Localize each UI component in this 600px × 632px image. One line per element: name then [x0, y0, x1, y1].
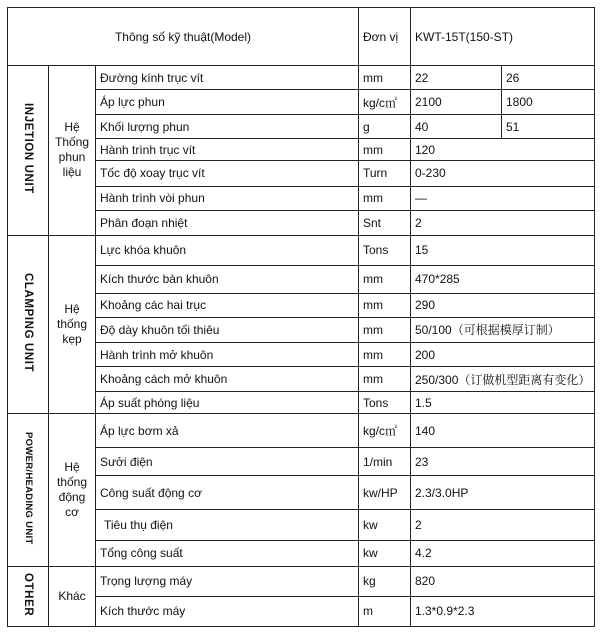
- unit-cell: mm: [359, 265, 411, 293]
- table-row: [8, 414, 595, 448]
- unit-cell: Turn: [359, 161, 411, 186]
- value-cell: 470*285: [411, 265, 595, 293]
- unit-cell: Tons: [359, 392, 411, 414]
- param-label: Khoảng các hai trục: [96, 293, 359, 317]
- param-label: Khoảng cách mở khuôn: [96, 367, 359, 392]
- category-other: OTHER: [8, 566, 49, 626]
- value-cell: 50/100（可根据模厚订制）: [411, 317, 595, 342]
- table-row: [8, 510, 595, 540]
- value-cell: 1.3*0.9*2.3: [411, 596, 595, 626]
- category-injection-unit: INJETION UNIT: [8, 66, 49, 235]
- header-row: [8, 8, 595, 66]
- system-clamping: Hệ thống kẹp: [49, 235, 96, 414]
- unit-cell: mm: [359, 66, 411, 90]
- value-cell: 2.3/3.0HP: [411, 476, 595, 510]
- value-cell: 15: [411, 235, 595, 265]
- table-row: [8, 317, 595, 342]
- unit-cell: kw: [359, 510, 411, 540]
- param-label: Lực khóa khuôn: [96, 235, 359, 265]
- unit-cell: kw/HP: [359, 476, 411, 510]
- param-label: Hành trình mở khuôn: [96, 342, 359, 366]
- table-row: [8, 265, 595, 293]
- category-clamping-unit: CLAMPING UNIT: [8, 235, 49, 414]
- table-row: [8, 139, 595, 161]
- param-label: Tốc độ xoay trục vít: [96, 161, 359, 186]
- unit-cell: kg/c㎡: [359, 90, 411, 115]
- system-other: Khác: [49, 566, 96, 626]
- header-model: KWT-15T(150-ST): [411, 8, 595, 66]
- unit-cell: mm: [359, 342, 411, 366]
- unit-cell: Tons: [359, 235, 411, 265]
- param-label: Tổng công suất: [96, 540, 359, 566]
- system-injection: Hệ Thống phun liệu: [49, 66, 96, 235]
- unit-cell: kw: [359, 540, 411, 566]
- unit-cell: Snt: [359, 210, 411, 235]
- param-label: Áp lực bơm xả: [96, 414, 359, 448]
- table-row: [8, 540, 595, 566]
- header-title: Thông số kỹ thuật(Model): [8, 8, 359, 66]
- table-row: [8, 90, 595, 115]
- table-row: [8, 596, 595, 626]
- table-row: [8, 476, 595, 510]
- param-label: Kích thước máy: [96, 596, 359, 626]
- param-label: Khối lượng phun: [96, 115, 359, 139]
- table-row: [8, 210, 595, 235]
- value-cell: 2: [411, 510, 595, 540]
- param-label: Áp lực phun: [96, 90, 359, 115]
- value-cell: 140: [411, 414, 595, 448]
- value-cell: 2: [411, 210, 595, 235]
- param-label: Công suất động cơ: [96, 476, 359, 510]
- unit-cell: 1/min: [359, 448, 411, 476]
- param-label: Trọng lượng máy: [96, 566, 359, 596]
- header-unit: Đơn vị: [359, 8, 411, 66]
- table-row: [8, 115, 595, 139]
- unit-cell: kg/c㎡: [359, 414, 411, 448]
- value-cell: 1.5: [411, 392, 595, 414]
- value-cell: 22: [411, 66, 502, 90]
- param-label: Độ dày khuôn tối thiêu: [96, 317, 359, 342]
- value-cell: 820: [411, 566, 595, 596]
- table-row: [8, 161, 595, 186]
- param-label: Hành trình trục vít: [96, 139, 359, 161]
- param-label: Kích thước bàn khuôn: [96, 265, 359, 293]
- category-power-heading-unit: POWER/HEADING UNIT: [8, 414, 49, 566]
- param-label: Tiêu thụ điện: [96, 510, 359, 540]
- value-cell: —: [411, 186, 595, 210]
- table-row: [8, 186, 595, 210]
- table-row: [8, 342, 595, 366]
- unit-cell: kg: [359, 566, 411, 596]
- table-row: [8, 367, 595, 392]
- param-label: Phân đoạn nhiệt: [96, 210, 359, 235]
- param-label: Hành trình vòi phun: [96, 186, 359, 210]
- value-cell-alt: 1800: [502, 90, 595, 115]
- unit-cell: mm: [359, 139, 411, 161]
- value-cell: 250/300（订做机型距离有变化）: [411, 367, 595, 392]
- unit-cell: m: [359, 596, 411, 626]
- unit-cell: mm: [359, 367, 411, 392]
- param-label: Áp suất phóng liệu: [96, 392, 359, 414]
- value-cell: 290: [411, 293, 595, 317]
- table-row: [8, 293, 595, 317]
- table-row: [8, 566, 595, 596]
- value-cell-alt: 26: [502, 66, 595, 90]
- value-cell: 23: [411, 448, 595, 476]
- value-cell: 40: [411, 115, 502, 139]
- unit-cell: mm: [359, 317, 411, 342]
- param-label: Đường kính trục vít: [96, 66, 359, 90]
- value-cell: 0-230: [411, 161, 595, 186]
- table-row: [8, 392, 595, 414]
- unit-cell: mm: [359, 293, 411, 317]
- value-cell: 120: [411, 139, 595, 161]
- value-cell-alt: 51: [502, 115, 595, 139]
- unit-cell: g: [359, 115, 411, 139]
- system-power: Hệ thống động cơ: [49, 414, 96, 566]
- spec-table: [7, 7, 595, 627]
- value-cell: 4.2: [411, 540, 595, 566]
- value-cell: 200: [411, 342, 595, 366]
- table-row: [8, 448, 595, 476]
- table-row: [8, 66, 595, 90]
- param-label: Sưởi điện: [96, 448, 359, 476]
- value-cell: 2100: [411, 90, 502, 115]
- unit-cell: mm: [359, 186, 411, 210]
- table-row: [8, 235, 595, 265]
